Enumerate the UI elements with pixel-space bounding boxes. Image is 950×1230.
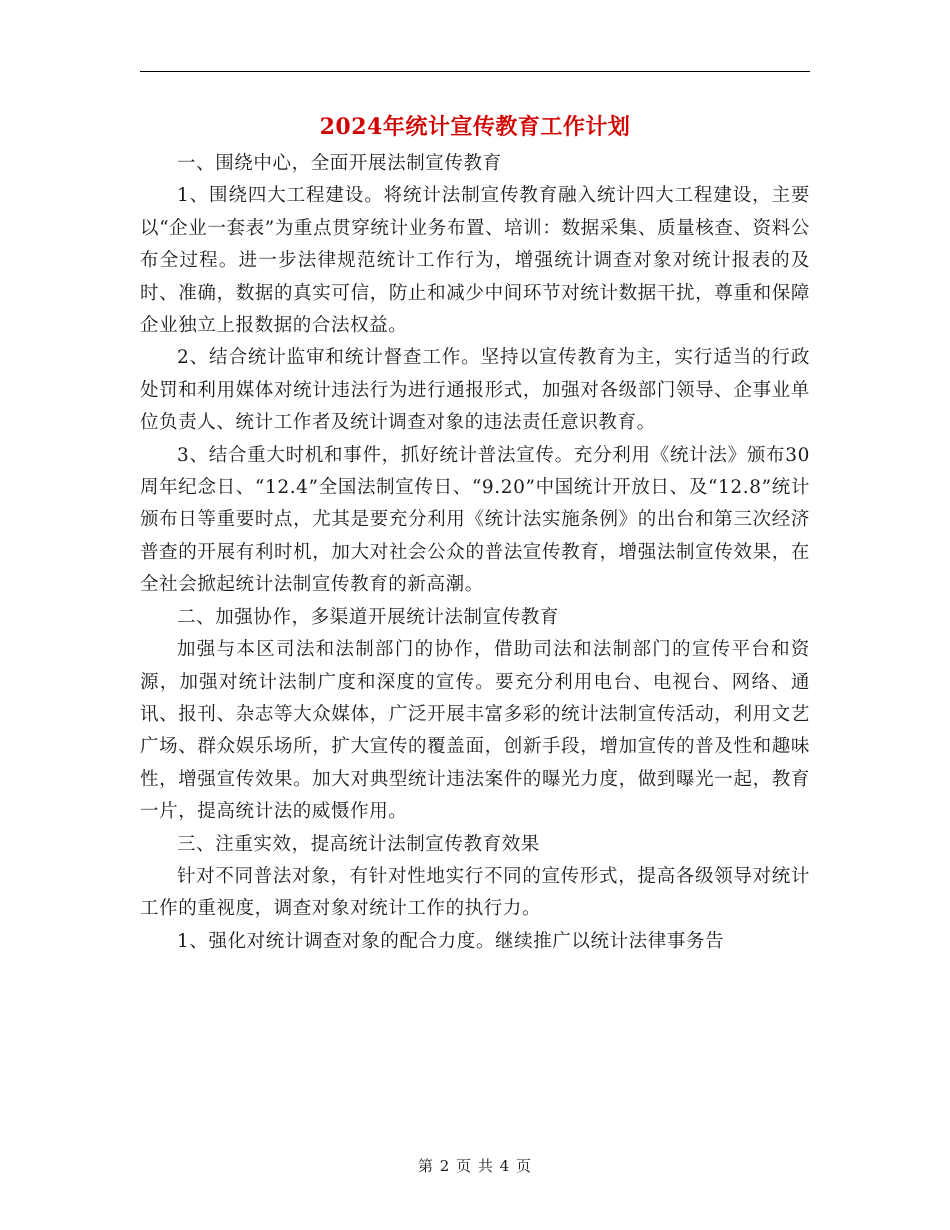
document-body [140, 148, 810, 958]
section-heading-1: 一、围绕中心，全面开展法制宣传教育 [177, 153, 502, 174]
paragraph-item-1-1: 1、围绕四大工程建设。将统计法制宣传教育融入统计四大工程建设，主要以“企业一套表”为重点贯穿统计业务布置、培训：数据采集、质量核查、资料公布全过程。进一步法律规范统计工作行为，增强统计调查对象对统计报表的及时、准确，数据的真实可信，防止和减少中间环节对统计数据干扰，尊重和保障企业独立上报数据的合法权益。 [140, 185, 810, 337]
page-footer [0, 1155, 950, 1177]
document-title: 2024年统计宣传教育工作计划 [319, 114, 631, 140]
footer-suffix: 页 [516, 1157, 533, 1175]
footer-page-number: 2 [439, 1157, 451, 1175]
paragraph-item-3-1: 1、强化对统计调查对象的配合力度。继续推广以统计法律事务告 [177, 930, 725, 952]
header-rule [140, 71, 810, 72]
footer-middle: 页 共 [456, 1157, 494, 1175]
section-heading-3: 三、注重实效，提高统计法制宣传教育效果 [177, 833, 540, 855]
footer-total-pages: 4 [499, 1157, 511, 1175]
paragraph-section-3: 针对不同普法对象，有针对性地实行不同的宣传形式，提高各级领导对统计工作的重视度，调查对象对统计工作的执行力。 [140, 865, 810, 920]
section-heading-2: 二、加强协作，多渠道开展统计法制宣传教育 [177, 606, 560, 628]
footer-prefix: 第 [417, 1157, 434, 1175]
paragraph-item-1-3: 3、结合重大时机和事件，抓好统计普法宣传。充分利用《统计法》颁布30周年纪念日、“12.4”全国法制宣传日、“9.20”中国统计开放日、及“12.8”统计颁布日等重要时点，尤其是要充分利用《统计法实施条例》的出台和第三次经济普查的开展有利时机，加大对社会公众的普法宣传教育，增强法制宣传效果，在全社会掀起统计法制宣传教育的新高潮。 [140, 444, 810, 596]
paragraph-section-2: 加强与本区司法和法制部门的协作，借助司法和法制部门的宣传平台和资源，加强对统计法制广度和深度的宣传。要充分利用电台、电视台、网络、通讯、报刊、杂志等大众媒体，广泛开展丰富多彩的统计法制宣传活动，利用文艺广场、群众娱乐场所，扩大宣传的覆盖面，创新手段，增加宣传的普及性和趣味性，增强宣传效果。加大对典型统计违法案件的曝光力度，做到曝光一起，教育一片，提高统计法的威慑作用。 [140, 639, 810, 823]
paragraph-item-1-2: 2、结合统计监审和统计督查工作。坚持以宣传教育为主，实行适当的行政处罚和利用媒体对统计违法行为进行通报形式，加强对各级部门领导、企事业单位负责人、统计工作者及统计调查对象的违法责任意识教育。 [140, 347, 810, 434]
